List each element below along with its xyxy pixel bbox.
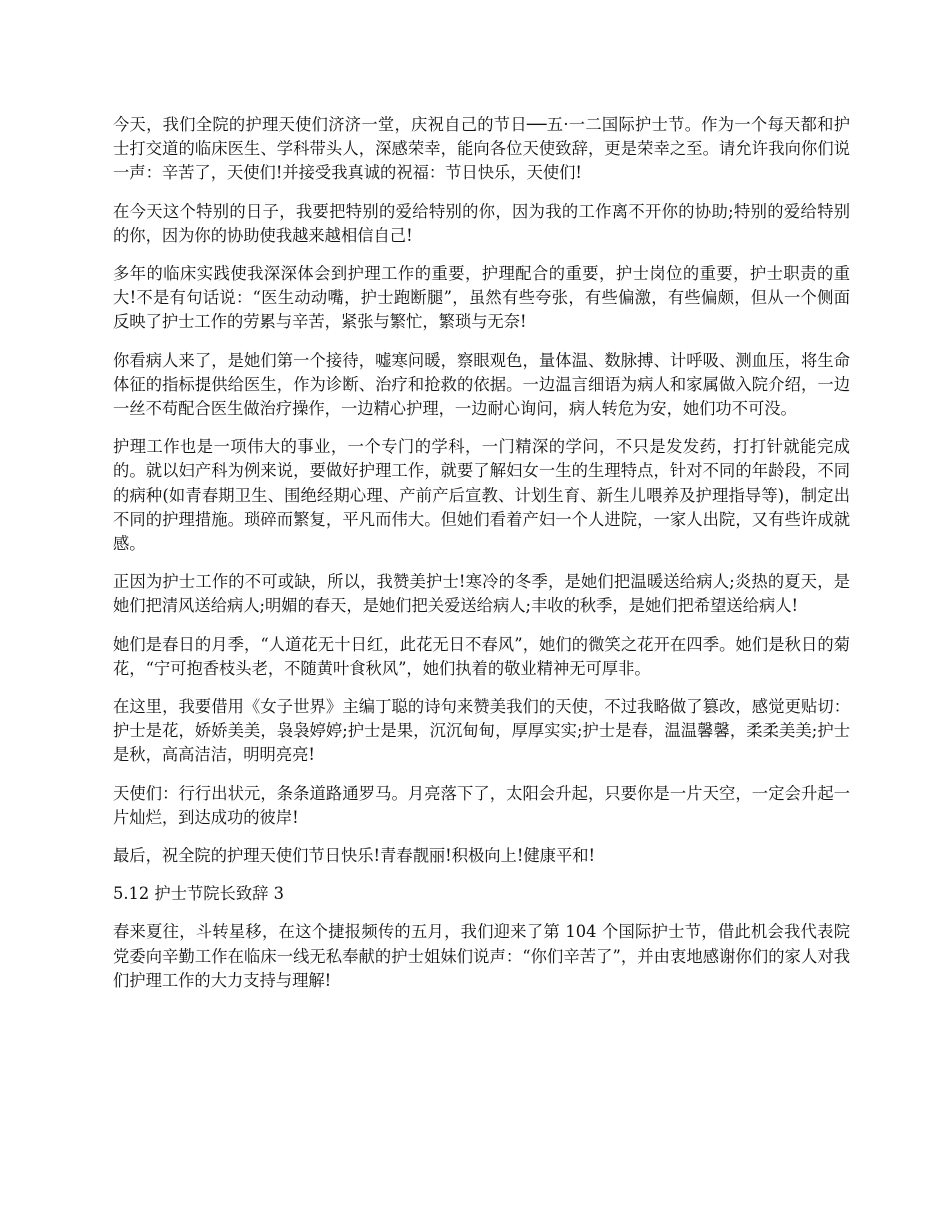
section-heading: 5.12 护士节院长致辞 3 bbox=[113, 884, 284, 904]
paragraph: 正因为护士工作的不可或缺，所以，我赞美护士!寒冷的冬季，是她们把温暖送给病人;炎热的夏天，是她们把清风送给病人;明媚的春天，是她们把关爱送给病人;丰收的秋季，是她们把希望送给病人! bbox=[113, 572, 850, 616]
document-body bbox=[113, 113, 850, 1007]
paragraph: 护理工作也是一项伟大的事业，一个专门的学科，一门精深的学问，不只是发发药，打打针就能完成的。就以妇产科为例来说，要做好护理工作，就要了解妇女一生的生理特点，针对不同的年龄段，不同的病种(如青春期卫生、围绝经期心理、产前产后宣教、计划生育、新生儿喂养及护理指导等)，制定出不同的护理措施。琐碎而繁复，平凡而伟大。但她们看着产妇一个人进院，一家人出院，又有些许成就感。 bbox=[113, 437, 850, 554]
paragraph: 在这里，我要借用《女子世界》主编丁聪的诗句来赞美我们的天使，不过我略做了篡改，感觉更贴切：护士是花，娇娇美美，袅袅婷婷;护士是果，沉沉甸甸，厚厚实实;护士是春，温温馨馨，柔柔美美;护士是秋，高高洁洁，明明亮亮! bbox=[113, 697, 850, 765]
paragraph: 天使们：行行出状元，条条道路通罗马。月亮落下了，太阳会升起，只要你是一片天空，一定会升起一片灿烂，到达成功的彼岸! bbox=[113, 783, 850, 827]
paragraph: 她们是春日的月季，“人道花无十日红，此花无日不春风”，她们的微笑之花开在四季。她们是秋日的菊花，“宁可抱香枝头老，不随黄叶食秋风”，她们执着的敬业精神无可厚非。 bbox=[113, 634, 850, 678]
paragraph: 今天，我们全院的护理天使们济济一堂，庆祝自己的节日──五·一二国际护士节。作为一个每天都和护士打交道的临床医生、学科带头人，深感荣幸，能向各位天使致辞，更是荣幸之至。请允许我向你们说一声：辛苦了，天使们!并接受我真诚的祝福：节日快乐，天使们! bbox=[113, 115, 850, 183]
paragraph: 多年的临床实践使我深深体会到护理工作的重要，护理配合的重要，护士岗位的重要，护士职责的重大!不是有句话说：“医生动动嘴，护士跑断腿”，虽然有些夸张，有些偏激，有些偏颇，但从一个侧面反映了护士工作的劳累与辛苦，紧张与繁忙，繁琐与无奈! bbox=[113, 264, 850, 332]
paragraph: 春来夏往，斗转星移，在这个捷报频传的五月，我们迎来了第 104 个国际护士节，借此机会我代表院党委向辛勤工作在临床一线无私奉献的护士姐妹们说声：“你们辛苦了”，并由衷地感谢你们的家人对我们护理工作的大力支持与理解! bbox=[113, 922, 850, 990]
paragraph: 最后，祝全院的护理天使们节日快乐!青春靓丽!积极向上!健康平和! bbox=[113, 846, 596, 866]
paragraph: 在今天这个特别的日子，我要把特别的爱给特别的你，因为我的工作离不开你的协助;特别的爱给特别的你，因为你的协助使我越来越相信自己! bbox=[113, 201, 850, 245]
paragraph: 你看病人来了，是她们第一个接待，嘘寒问暖，察眼观色，量体温、数脉搏、计呼吸、测血压，将生命体征的指标提供给医生，作为诊断、治疗和抢救的依据。一边温言细语为病人和家属做入院介绍，一边一丝不苟配合医生做治疗操作，一边精心护理，一边耐心询问，病人转危为安，她们功不可没。 bbox=[113, 350, 850, 419]
